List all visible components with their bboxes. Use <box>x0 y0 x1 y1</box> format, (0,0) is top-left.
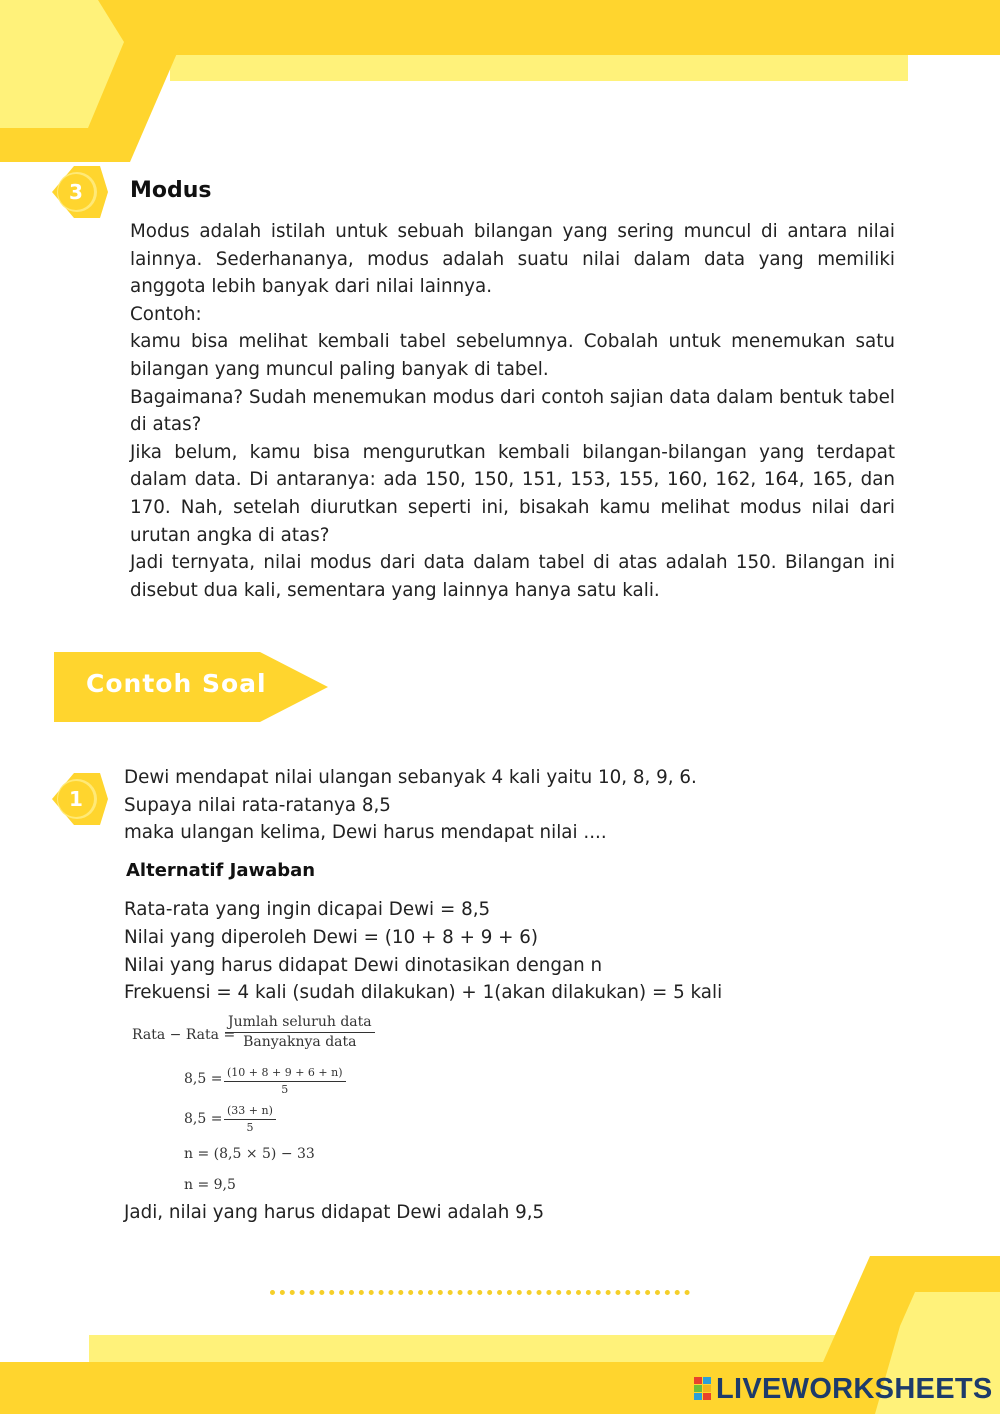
fraction-numerator: (33 + n) <box>224 1104 276 1120</box>
answer-line: Rata-rata yang ingin dicapai Dewi = 8,5 <box>124 899 491 920</box>
fraction-denominator: 5 <box>246 1121 254 1134</box>
banner-label: Contoh Soal <box>86 669 267 698</box>
question-line: Supaya nilai rata-ratanya 8,5 <box>124 794 391 816</box>
answer-lines <box>124 896 824 1007</box>
fraction-denominator: 5 <box>281 1083 289 1096</box>
formula-fraction-3 <box>224 1104 276 1134</box>
fraction-denominator: Banyaknya data <box>243 1034 357 1050</box>
paragraph: Jika belum, kamu bisa mengurutkan kembali bilangan-bilangan yang terdapat dalam data. Di antaranya: ada 150, 150, 151, 153, 155, 160, 162, 164, 165, dan 170. Nah, setelah diurutkan seperti ini, bisakah kamu melihat modus nilai dari urutan angka di atas? <box>130 441 895 546</box>
contoh-soal-banner <box>54 652 328 722</box>
fraction-numerator: (10 + 8 + 9 + 6 + n) <box>224 1066 346 1082</box>
question-line: maka ulangan kelima, Dewi harus mendapat nilai .... <box>124 822 607 844</box>
formula-fraction-2 <box>224 1066 346 1096</box>
answer-line: Nilai yang diperoleh Dewi = (10 + 8 + 9 + 6) <box>124 926 539 948</box>
paragraph: kamu bisa melihat kembali tabel sebelumnya. Cobalah untuk menemukan satu bilangan yang muncul paling banyak di tabel. <box>130 331 895 380</box>
answer-line: Frekuensi = 4 kali (sudah dilakukan) + 1(akan dilakukan) = 5 kali <box>124 982 723 1004</box>
formula-line-5: n = 9,5 <box>184 1177 236 1193</box>
paragraph: Contoh: <box>130 303 202 325</box>
conclusion: Jadi, nilai yang harus didapat Dewi adalah 9,5 <box>124 1202 545 1223</box>
dotted-divider <box>270 1290 690 1301</box>
modus-explanation <box>130 218 895 604</box>
formula-left-3: 8,5 = <box>184 1111 223 1127</box>
section-number-badge <box>50 164 110 220</box>
formula-left-1: Rata − Rata = <box>132 1027 236 1043</box>
section-title: Modus <box>130 178 212 203</box>
top-decor-band-light <box>170 55 908 81</box>
formula-line-4: n = (8,5 × 5) − 33 <box>184 1146 315 1162</box>
question-line: Dewi mendapat nilai ulangan sebanyak 4 kali yaitu 10, 8, 9, 6. <box>124 767 697 788</box>
example-question <box>124 764 824 847</box>
answer-line: Nilai yang harus didapat Dewi dinotasikan dengan n <box>124 954 603 976</box>
logo-grid-icon <box>694 1377 712 1401</box>
liveworksheets-logo <box>694 1372 993 1406</box>
section-number: 3 <box>69 180 83 204</box>
example-number: 1 <box>69 787 83 811</box>
paragraph: Modus adalah istilah untuk sebuah bilangan yang sering muncul di antara nilai lainnya. Sederhananya, modus adalah suatu nilai dalam data yang memiliki anggota lebih banyak dari nilai lainnya. <box>130 221 895 298</box>
example-number-badge <box>50 771 110 827</box>
brand-text: LIVEWORKSHEETS <box>716 1372 993 1405</box>
formula-left-2: 8,5 = <box>184 1071 223 1087</box>
paragraph: Bagaimana? Sudah menemukan modus dari contoh sajian data dalam bentuk tabel di atas? <box>130 386 895 436</box>
fraction-numerator: Jumlah seluruh data <box>225 1014 375 1033</box>
top-left-corner-decor <box>0 0 200 162</box>
formula-fraction-1 <box>225 1014 375 1050</box>
answer-title: Alternatif Jawaban <box>126 860 316 881</box>
paragraph: Jadi ternyata, nilai modus dari data dalam tabel di atas adalah 150. Bilangan ini disebut dua kali, sementara yang lainnya hanya satu kali. <box>130 552 895 601</box>
